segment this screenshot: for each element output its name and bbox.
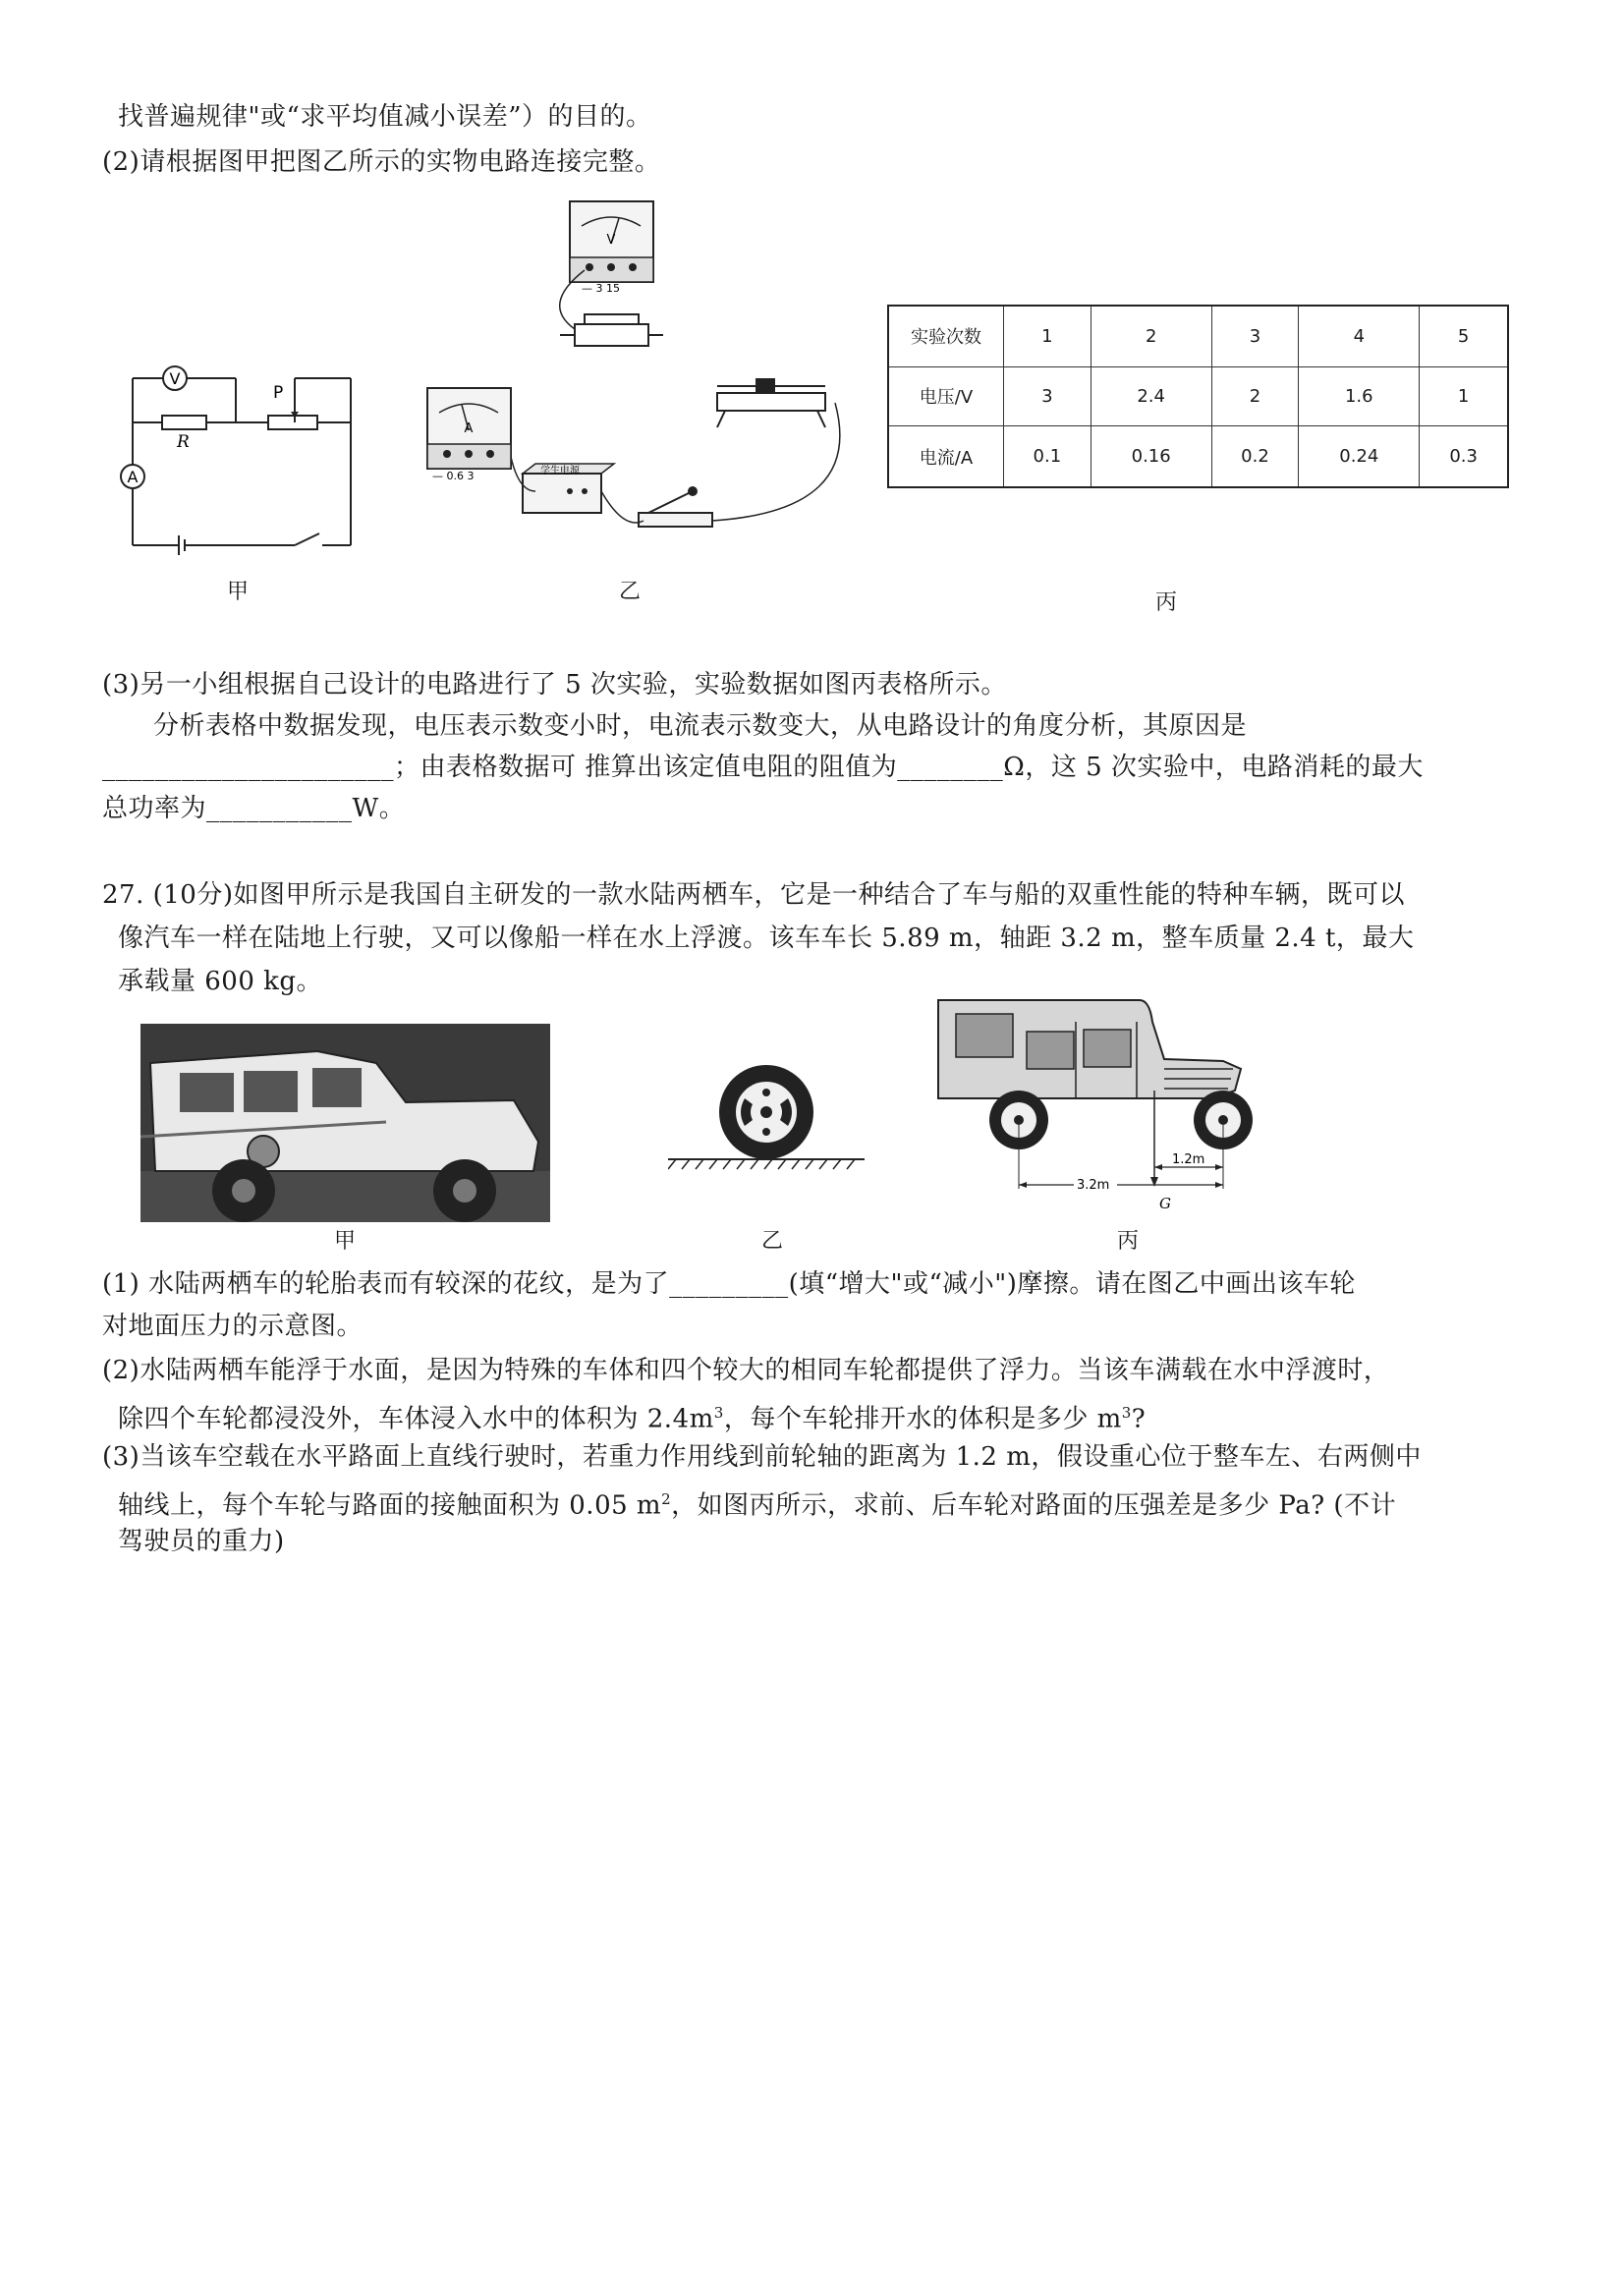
svg-text:— 3 15: — 3 15 (582, 282, 620, 295)
svg-text:1.2m: 1.2m (1172, 1152, 1205, 1167)
physical-circuit (413, 196, 874, 550)
svg-text:3.2m: 3.2m (1077, 1178, 1110, 1193)
question-27-2-line-2: 除四个车轮都浸没外，车体浸入水中的体积为 $2.4m^3$，每个车轮排开水的体积是多少 $m^3$? (118, 1404, 1147, 1434)
voltmeter-device (570, 201, 653, 295)
wheel-diagram (668, 1041, 884, 1218)
rheostat-device (717, 379, 825, 427)
vehicle-photo (140, 1024, 550, 1222)
circuit-diagram (108, 349, 364, 555)
svg-text:G: G (1159, 1195, 1171, 1212)
svg-text:— 0.6 3: — 0.6 3 (432, 470, 475, 482)
svg-text:R: R (177, 432, 190, 452)
figure-label-bing-2: 丙 (1117, 1229, 1140, 1254)
vehicle-side-diagram (928, 992, 1302, 1223)
question-27-1-line-1: (1) 水陆两栖车的轮胎表而有较深的花纹，是为了_________(填“增大"或“减小")摩擦。请在图乙中画出该车轮 (102, 1269, 1356, 1299)
ammeter-device (427, 388, 511, 482)
svg-text:V: V (169, 369, 181, 388)
svg-text:学生电源: 学生电源 (540, 466, 580, 476)
question-27-line-2: 像汽车一样在陆地上行驶，又可以像船一样在水上浮渡。该车车长 5.89 m，轴距 3.2 m，整车质量 2.4 t，最大 (118, 924, 1415, 953)
question-27-line-1: 27. (10分)如图甲所示是我国自主研发的一款水陆两栖车，它是一种结合了车与船的双重性能的特种车辆，既可以 (102, 880, 1405, 910)
figure-label-yi-2: 乙 (761, 1229, 784, 1254)
svg-text:P: P (273, 383, 284, 403)
question-27-3-line-2: 轴线上，每个车轮与路面的接触面积为 0.05 $m^2$，如图丙所示，求前、后车轮对路面的压强差是多少 Pa? (不计 (118, 1490, 1397, 1521)
svg-text:A: A (127, 468, 139, 486)
question-3-line-3: ______________________；由表格数据可 推算出该定值电阻的阻值为________Ω，这 5 次实验中，电路消耗的最大 (102, 753, 1424, 782)
resistor-device (560, 314, 663, 346)
table-row: 实验次数 1 2 3 4 5 (888, 306, 1508, 366)
question-3-line-2: 分析表格中数据发现，电压表示数变小时，电流表示数变大，从电路设计的角度分析，其原因是 (153, 711, 1248, 741)
question-27-2-line-1: (2)水陆两栖车能浮于水面，是因为特殊的车体和四个较大的相同车轮都提供了浮力。当该车满载在水中浮渡时， (102, 1356, 1390, 1385)
question-27-3-line-3: 驾驶员的重力) (118, 1527, 285, 1556)
question-27-line-3: 承载量 600 kg。 (118, 967, 323, 996)
figure-label-jia-2: 甲 (334, 1229, 357, 1254)
figure-label-bing: 丙 (1155, 590, 1178, 615)
question-3-line-1: (3)另一小组根据自己设计的电路进行了 5 次实验，实验数据如图丙表格所示。 (102, 670, 1007, 700)
question-3-line-4: 总功率为___________W。 (102, 794, 406, 823)
svg-text:A: A (464, 421, 474, 436)
figure-label-yi: 乙 (619, 580, 642, 604)
question-2: (2)请根据图甲把图乙所示的实物电路连接完整。 (102, 147, 661, 177)
question-27-1-line-2: 对地面压力的示意图。 (102, 1312, 364, 1341)
figure-label-jia: 甲 (227, 580, 250, 604)
switch-device (639, 487, 712, 527)
experiment-table (887, 305, 1509, 488)
text-line-1: 找普遍规律"或“求平均值减小误差”）的目的。 (118, 102, 652, 132)
question-27-3-line-1: (3)当该车空载在水平路面上直线行驶时，若重力作用线到前轮轴的距离为 1.2 m，假设重心位于整车左、右两侧中 (102, 1442, 1422, 1472)
power-supply-device (523, 464, 614, 513)
table-row: 电压/V 3 2.4 2 1.6 1 (888, 366, 1508, 426)
svg-text:V: V (606, 233, 616, 248)
table-row: 电流/A 0.1 0.16 0.2 0.24 0.3 (888, 426, 1508, 487)
